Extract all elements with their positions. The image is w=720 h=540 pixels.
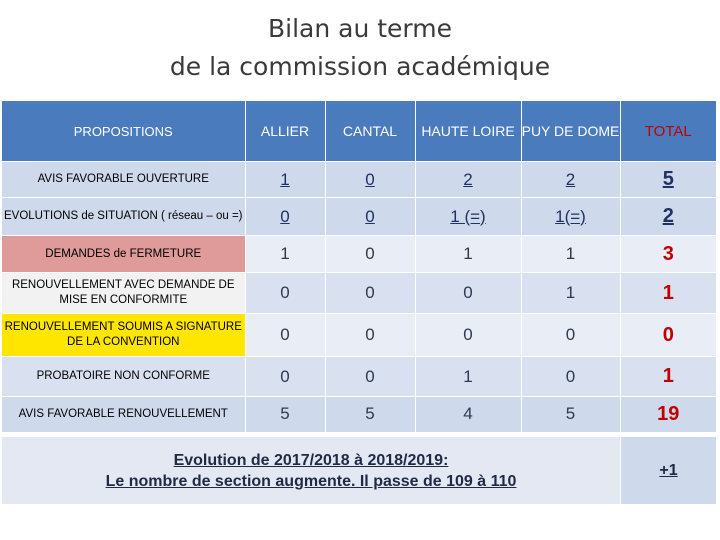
header-total: TOTAL (620, 101, 716, 162)
header-cantal: CANTAL (325, 101, 415, 162)
cell-puy-de-dome: 0 (521, 314, 620, 357)
cell-cantal: 0 (325, 236, 415, 273)
header-allier: ALLIER (245, 101, 325, 162)
cell-haute-loire: 1 (415, 236, 521, 273)
cell-total: 0 (620, 314, 716, 357)
table-row (2, 236, 716, 273)
cell-allier: 1 (245, 236, 325, 273)
cell-total: 3 (620, 236, 716, 273)
cell-total: 2 (620, 198, 716, 236)
cell-cantal: 5 (325, 397, 415, 432)
row-label: EVOLUTIONS de SITUATION ( réseau – ou =) (2, 198, 245, 236)
cell-haute-loire: 4 (415, 397, 521, 432)
table-row (2, 273, 716, 314)
row-label: RENOUVELLEMENT SOUMIS A SIGNATURE DE LA CONVENTION (2, 314, 245, 357)
table-header-row (2, 101, 716, 162)
cell-total: 1 (620, 357, 716, 397)
cell-haute-loire: 0 (415, 314, 521, 357)
evolution-text (2, 437, 620, 504)
cell-haute-loire: 0 (415, 273, 521, 314)
row-label: AVIS FAVORABLE OUVERTURE (2, 162, 245, 198)
cell-total: 1 (620, 273, 716, 314)
cell-cantal: 0 (325, 162, 415, 198)
cell-allier: 1 (245, 162, 325, 198)
table-row (2, 162, 716, 198)
header-puy-de-dome: PUY DE DOME (521, 101, 620, 162)
cell-puy-de-dome: 2 (521, 162, 620, 198)
evolution-total: +1 (620, 437, 716, 504)
cell-puy-de-dome: 5 (521, 397, 620, 432)
cell-cantal: 0 (325, 357, 415, 397)
cell-puy-de-dome: 1 (521, 236, 620, 273)
summary-table (2, 101, 716, 432)
cell-allier: 0 (245, 357, 325, 397)
cell-haute-loire: 1 (415, 357, 521, 397)
header-haute-loire: HAUTE LOIRE (415, 101, 521, 162)
evolution-line-2: Le nombre de section augmente. Il passe de 109 à 110 (105, 472, 517, 490)
table-row (2, 198, 716, 236)
cell-puy-de-dome: 1 (521, 273, 620, 314)
cell-cantal: 0 (325, 273, 415, 314)
table-row (2, 357, 716, 397)
cell-cantal: 0 (325, 314, 415, 357)
cell-haute-loire: 1 (=) (415, 198, 521, 236)
cell-puy-de-dome: 1(=) (521, 198, 620, 236)
table-row (2, 397, 716, 432)
cell-allier: 0 (245, 273, 325, 314)
cell-allier: 5 (245, 397, 325, 432)
cell-allier: 0 (245, 198, 325, 236)
slide-title (0, 10, 720, 86)
row-label: DEMANDES de FERMETURE (2, 236, 245, 273)
cell-allier: 0 (245, 314, 325, 357)
table-row (2, 314, 716, 357)
title-line-1: Bilan au terme (267, 14, 453, 43)
row-label: AVIS FAVORABLE RENOUVELLEMENT (2, 397, 245, 432)
row-label: PROBATOIRE NON CONFORME (2, 357, 245, 397)
cell-cantal: 0 (325, 198, 415, 236)
cell-total: 5 (620, 162, 716, 198)
title-line-2: de la commission académique (169, 52, 551, 81)
evolution-row (2, 437, 716, 504)
cell-haute-loire: 2 (415, 162, 521, 198)
cell-puy-de-dome: 0 (521, 357, 620, 397)
cell-total: 19 (620, 397, 716, 432)
header-propositions: PROPOSITIONS (2, 101, 245, 162)
row-label: RENOUVELLEMENT AVEC DEMANDE DE MISE EN CONFORMITE (2, 273, 245, 314)
evolution-line-1: Evolution de 2017/2018 à 2018/2019: (173, 451, 449, 469)
